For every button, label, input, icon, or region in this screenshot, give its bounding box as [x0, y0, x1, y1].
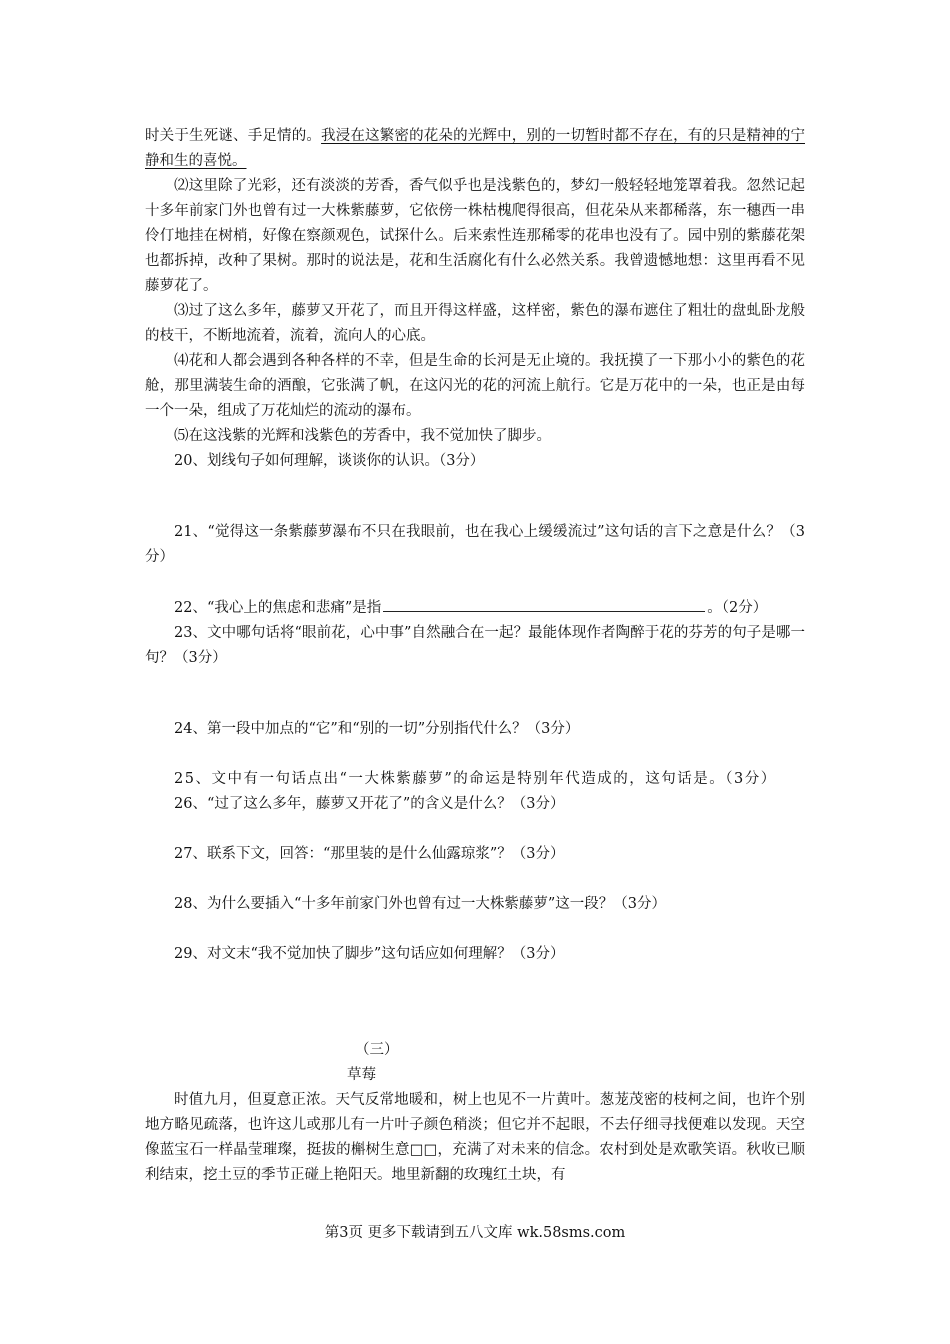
question-22-suffix: 。（2分）	[707, 600, 768, 616]
passage-paragraph-2: ⑵这里除了光彩，还有淡淡的芳香，香气似乎也是浅紫色的，梦幻一般轻轻地笼罩着我。忽然记起十多年前家门外也曾有过一大株紫藤萝，它依傍一株枯槐爬得很高，但花朵从来都稀落，东一穗西一串伶仃地挂在树梢，好像在察颜观色，试探什么。后来索性连那稀零的花串也没有了。园中别的紫藤花架也都拆掉，改种了果树。那时的说法是，花和生活腐化有什么必然关系。我曾遗憾地想：这里再看不见藤萝花了。	[145, 178, 805, 294]
answer-space-24	[145, 742, 805, 767]
section-spacer	[145, 1013, 805, 1038]
section-number: （三）	[355, 1042, 399, 1058]
question-24: 24、第一段中加点的“它”和“别的一切”分别指代什么？（3分）	[174, 721, 580, 737]
answer-space-28	[145, 917, 805, 942]
question-29: 29、对文末“我不觉加快了脚步”这句话应如何理解？（3分）	[174, 946, 565, 962]
page-footer: 第3页 更多下载请到五八文库 wk.58sms.com	[324, 1225, 626, 1241]
passage-paragraph-4: ⑷花和人都会遇到各种各样的不幸，但是生命的长河是无止境的。我抚摸了一下那小小的紫色的花舱，那里满装生命的酒酿，它张满了帆，在这闪光的花的河流上航行。它是万花中的一朵，也正是由每一个一朵，组成了万花灿烂的流动的瀑布。	[145, 353, 805, 419]
question-21: 21、“觉得这一条紫藤萝瀑布不只在我眼前，也在我心上缓缓流过”这句话的言下之意是什么？（3分）	[145, 524, 805, 565]
question-22	[145, 595, 805, 621]
question-28: 28、为什么要插入“十多年前家门外也曾有过一大株紫藤萝”这一段？（3分）	[174, 896, 666, 912]
section-3-paragraph-1: 时值九月，但夏意正浓。天气反常地暖和，树上也见不一片黄叶。葱茏茂密的枝柯之间，也许个别地方略见疏落，也许这儿或那儿有一片叶子颜色稍淡；但它并不起眼，不去仔细寻找便难以发现。天空像蓝宝石一样晶莹璀璨，挺拔的槲树生意□□，充满了对未来的信念。农村到处是欢歌笑语。秋收已顺利结束，挖土豆的季节正碰上艳阳天。地里新翻的玫瑰红土块，有	[145, 1092, 805, 1183]
underlined-sentence: 我浸在这繁密的花朵的光辉中，别的一切暂时都不存在，有的只是精神的宁静和生的喜悦。	[145, 128, 805, 169]
section-title: 草莓	[347, 1067, 376, 1083]
question-20: 20、划线句子如何理解，谈谈你的认识。（3分）	[174, 453, 485, 469]
question-25: 25、文中有一句话点出“一大株紫藤萝”的命运是特别年代造成的，这句话是。（3分）	[174, 771, 777, 787]
question-26: 26、“过了这么多年，藤萝又开花了”的含义是什么？（3分）	[174, 796, 565, 812]
answer-space-27	[145, 867, 805, 892]
passage-paragraph-5: ⑸在这浅紫的光辉和浅紫色的芳香中，我不觉加快了脚步。	[174, 428, 551, 444]
page-content	[145, 124, 805, 1188]
answer-space-26	[145, 817, 805, 842]
passage-paragraph-3: ⑶过了这么多年，藤萝又开花了，而且开得这样盛，这样密，紫色的瀑布遮住了粗壮的盘虬卧龙般的枝干，不断地流着，流着，流向人的心底。	[145, 303, 805, 344]
passage-line-1	[145, 124, 805, 174]
answer-space-29	[145, 967, 805, 1013]
passage-line-1-plain: 时关于生死谜、手足情的。	[145, 128, 322, 144]
answer-space-21	[145, 570, 805, 595]
answer-space-20	[145, 474, 805, 520]
question-27: 27、联系下文，回答：“那里装的是什么仙露琼浆”？（3分）	[174, 846, 565, 862]
answer-space-23	[145, 671, 805, 717]
answer-blank-22[interactable]	[383, 595, 705, 612]
question-23: 23、文中哪句话将“眼前花，心中事”自然融合在一起？最能体现作者陶醉于花的芬芳的句子是哪一句？（3分）	[145, 625, 805, 666]
question-22-prefix: 22、“我心上的焦虑和悲痛”是指	[174, 600, 382, 616]
